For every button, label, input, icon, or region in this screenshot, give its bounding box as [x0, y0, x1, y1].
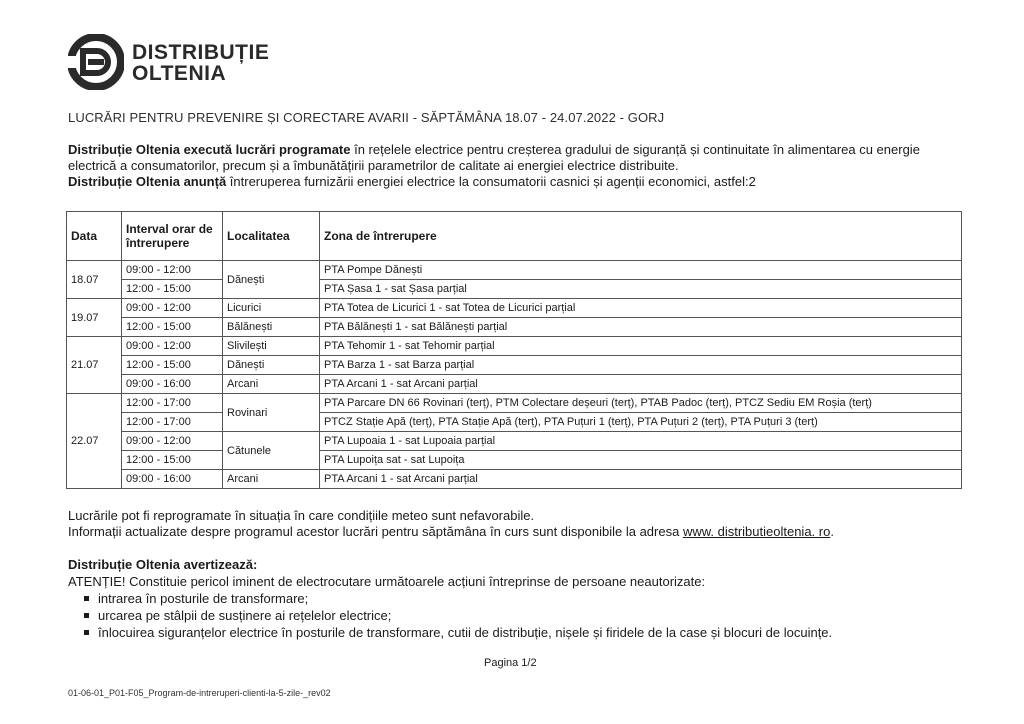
- intro-bold-1: Distribuție Oltenia execută lucrări programate: [68, 142, 351, 157]
- zone-cell: PTA Arcani 1 - sat Arcani parțial: [320, 375, 962, 394]
- table-row: [67, 375, 962, 394]
- intro-text: [68, 142, 968, 190]
- zone-cell: PTA Arcani 1 - sat Arcani parțial: [320, 470, 962, 489]
- zone-cell: PTA Șasa 1 - sat Șasa parțial: [320, 280, 962, 299]
- date-cell: 22.07: [67, 394, 122, 489]
- zone-cell: PTCZ Stație Apă (terț), PTA Stație Apă (terț), PTA Puțuri 1 (terț), PTA Puțuri 2 (terț), PTA Puțuri 3 (terț): [320, 413, 962, 432]
- interval-cell: 12:00 - 15:00: [122, 451, 223, 470]
- logo-line1: DISTRIBUȚIE: [132, 41, 270, 64]
- interval-cell: 12:00 - 15:00: [122, 280, 223, 299]
- zone-cell: PTA Totea de Licurici 1 - sat Totea de Licurici parțial: [320, 299, 962, 318]
- table-row: [67, 318, 962, 337]
- outage-schedule-table: [66, 211, 962, 489]
- interval-cell: 12:00 - 15:00: [122, 318, 223, 337]
- locality-cell: Slivilești: [223, 337, 320, 356]
- zone-cell: PTA Bălănești 1 - sat Bălănești parțial: [320, 318, 962, 337]
- intro-paragraph-2: [68, 174, 968, 190]
- interval-cell: 09:00 - 16:00: [122, 375, 223, 394]
- list-item: [84, 624, 968, 641]
- table-row: [67, 413, 962, 432]
- warning-section: [68, 556, 968, 641]
- table-row: [67, 261, 962, 280]
- info-end: .: [830, 524, 834, 539]
- zone-cell: PTA Lupoaia 1 - sat Lupoaia parțial: [320, 432, 962, 451]
- locality-cell: Rovinari: [223, 394, 320, 432]
- warning-heading-text: Distribuție Oltenia avertizează:: [68, 557, 258, 572]
- header-interval: Interval orar de întrerupere: [122, 212, 223, 261]
- zone-cell: PTA Parcare DN 66 Rovinari (terț), PTM Colectare deșeuri (terț), PTAB Padoc (terț), PTCZ Sediu EM Roșia (terț): [320, 394, 962, 413]
- date-cell: 18.07: [67, 261, 122, 299]
- interval-cell: 12:00 - 17:00: [122, 413, 223, 432]
- list-item: [84, 590, 968, 607]
- interval-cell: 09:00 - 16:00: [122, 470, 223, 489]
- logo-line2: OLTENIA: [132, 62, 227, 85]
- warning-item-text: înlocuirea siguranțelor electrice în posturile de transformare, cutii de distribuție, nișele și firidele de la case și blocuri de locuințe.: [98, 625, 833, 640]
- header-locality: Localitatea: [223, 212, 320, 261]
- table-row: [67, 337, 962, 356]
- interval-cell: 09:00 - 12:00: [122, 299, 223, 318]
- logo-mark-icon: [68, 34, 124, 90]
- locality-cell: Arcani: [223, 375, 320, 394]
- table-row: [67, 280, 962, 299]
- intro-text-2: întreruperea furnizării energiei electrice la consumatorii casnici și agenții economici, astfel:2: [226, 174, 756, 189]
- warning-intro: ATENȚIE! Constituie pericol iminent de electrocutare următoarele acțiuni întreprinse de persoane neautorizate:: [68, 574, 706, 589]
- bullet-icon: [84, 630, 89, 635]
- website-link[interactable]: www. distributieoltenia. ro: [682, 524, 831, 539]
- locality-cell: Bălănești: [223, 318, 320, 337]
- locality-cell: Arcani: [223, 470, 320, 489]
- zone-cell: PTA Tehomir 1 - sat Tehomir parțial: [320, 337, 962, 356]
- warning-heading: [68, 556, 968, 573]
- logo-wordmark: [132, 42, 269, 84]
- warning-item-text: urcarea pe stâlpii de susținere ai rețelelor electrice;: [98, 608, 392, 623]
- date-cell: 19.07: [67, 299, 122, 337]
- header-zone: Zona de întrerupere: [320, 212, 962, 261]
- interval-cell: 12:00 - 17:00: [122, 394, 223, 413]
- interval-cell: 12:00 - 15:00: [122, 356, 223, 375]
- list-item: [84, 607, 968, 624]
- document-title: LUCRĂRI PENTRU PREVENIRE ȘI CORECTARE AVARII - SĂPTĂMÂNA 18.07 - 24.07.2022 - GORJ: [68, 110, 665, 125]
- table-row: [67, 394, 962, 413]
- intro-bold-2: Distribuție Oltenia anunță: [68, 174, 227, 189]
- bullet-icon: [84, 596, 89, 601]
- warning-item-text: intrarea în posturile de transformare;: [98, 591, 309, 606]
- warning-list: [68, 590, 968, 641]
- info-text: Informații actualizate despre programul acestor lucrări pentru săptămâna în curs sunt disponibile la adresa: [68, 524, 683, 539]
- interval-cell: 09:00 - 12:00: [122, 261, 223, 280]
- table-row: [67, 356, 962, 375]
- table-header-row: [67, 212, 962, 261]
- bullet-icon: [84, 613, 89, 618]
- table-row: [67, 299, 962, 318]
- zone-cell: PTA Lupoița sat - sat Lupoița: [320, 451, 962, 470]
- table-row: [67, 470, 962, 489]
- intro-paragraph-1: [68, 142, 968, 174]
- header-date: Data: [67, 212, 122, 261]
- intro-text-1: în rețelele electrice pentru creșterea gradului de siguranță și continuitate în alimentarea cu energie electrică a consumatorilor, precum și a îmbunătățirii parametrilor de calitate ai energiei electrice distribuite.: [68, 142, 920, 173]
- locality-cell: Dănești: [223, 261, 320, 299]
- locality-cell: Licurici: [223, 299, 320, 318]
- company-logo: [68, 34, 288, 90]
- date-cell: 21.07: [67, 337, 122, 394]
- page-number: Pagina 1/2: [484, 657, 537, 669]
- reschedule-note: Lucrările pot fi reprogramate în situația în care condițiile meteo sunt nefavorabile.: [68, 508, 535, 523]
- document-code: 01-06-01_P01-F05_Program-de-intreruperi-clienti-la-5-zile-_rev02: [68, 688, 331, 698]
- locality-cell: Dănești: [223, 356, 320, 375]
- table-row: [67, 432, 962, 451]
- notice-text: [68, 508, 968, 540]
- locality-cell: Cătunele: [223, 432, 320, 470]
- zone-cell: PTA Barza 1 - sat Barza parțial: [320, 356, 962, 375]
- info-line: [68, 524, 968, 540]
- interval-cell: 09:00 - 12:00: [122, 432, 223, 451]
- zone-cell: PTA Pompe Dănești: [320, 261, 962, 280]
- table-row: [67, 451, 962, 470]
- interval-cell: 09:00 - 12:00: [122, 337, 223, 356]
